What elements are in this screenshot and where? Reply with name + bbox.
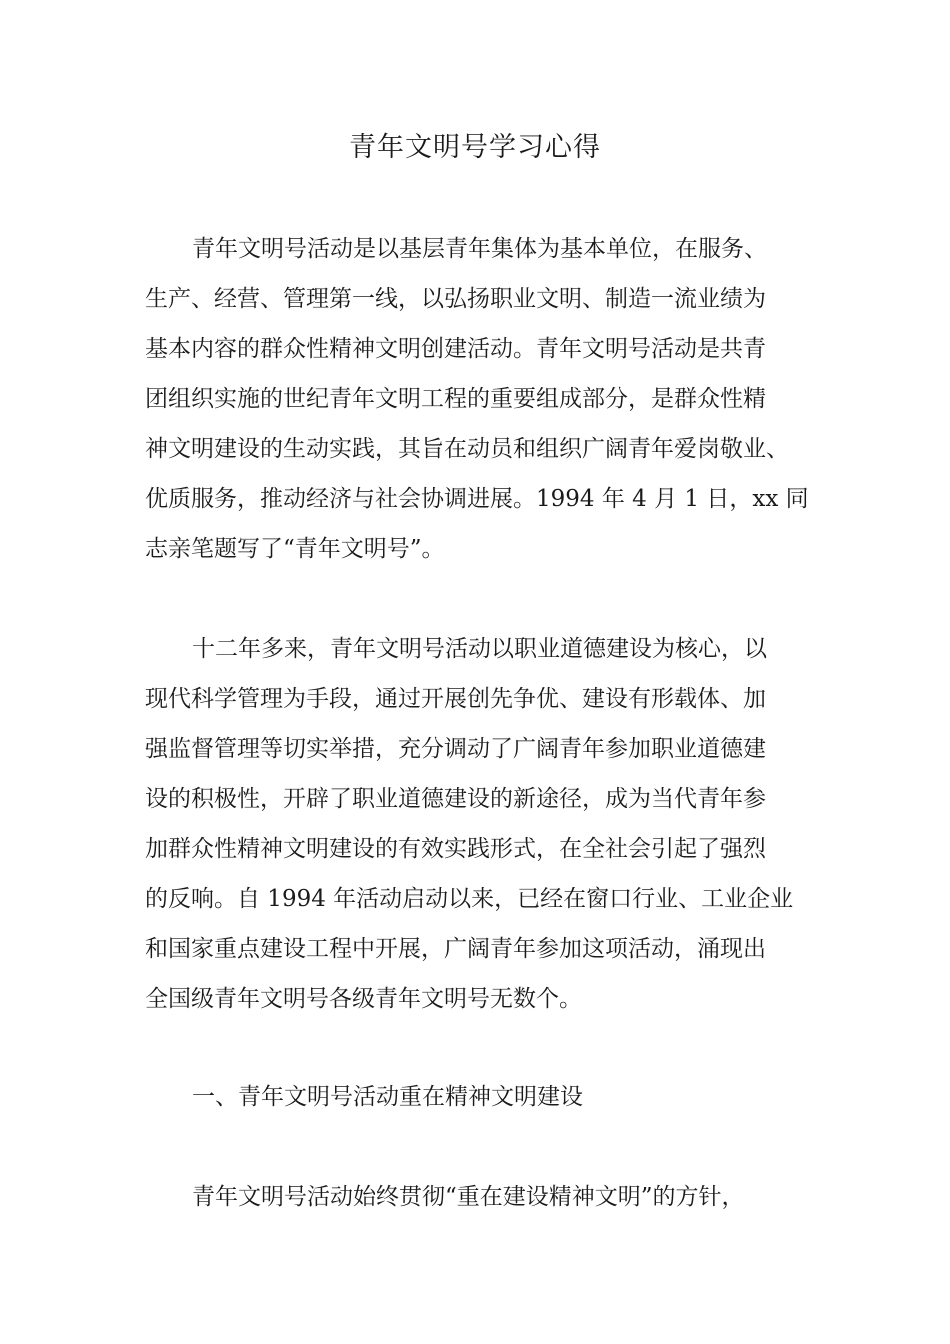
paragraph-2-line-6: 的反响。自 1994 年活动启动以来，已经在窗口行业、工业企业 bbox=[145, 886, 794, 912]
paragraph-1-line-3: 基本内容的群众性精神文明创建活动。青年文明号活动是共青 bbox=[145, 336, 766, 362]
paragraph-1-line-6: 优质服务，推动经济与社会协调进展。1994 年 4 月 1 日，xx 同 bbox=[145, 486, 809, 512]
paragraph-1-line-2: 生产、经营、管理第一线，以弘扬职业文明、制造一流业绩为 bbox=[145, 286, 766, 312]
paragraph-2-line-3: 强监督管理等切实举措，充分调动了广阔青年参加职业道德建 bbox=[145, 736, 766, 762]
paragraph-2-line-4: 设的积极性，开辟了职业道德建设的新途径，成为当代青年参 bbox=[145, 786, 766, 812]
paragraph-2-line-5: 加群众性精神文明建设的有效实践形式，在全社会引起了强烈 bbox=[145, 836, 766, 862]
paragraph-3-line-1: 青年文明号活动始终贯彻“重在建设精神文明”的方针， bbox=[192, 1184, 745, 1210]
document-title: 青年文明号学习心得 bbox=[349, 132, 601, 163]
section-1-heading: 一、青年文明号活动重在精神文明建设 bbox=[192, 1084, 583, 1110]
paragraph-1-line-5: 神文明建设的生动实践，其旨在动员和组织广阔青年爱岗敬业、 bbox=[145, 436, 789, 462]
paragraph-2-line-1: 十二年多来，青年文明号活动以职业道德建设为核心，以 bbox=[192, 636, 767, 662]
paragraph-1-line-4: 团组织实施的世纪青年文明工程的重要组成部分，是群众性精 bbox=[145, 386, 766, 412]
paragraph-2-line-2: 现代科学管理为手段，通过开展创先争优、建设有形载体、加 bbox=[145, 686, 766, 712]
paragraph-1-line-1: 青年文明号活动是以基层青年集体为基本单位，在服务、 bbox=[192, 236, 767, 262]
paragraph-1-line-7: 志亲笔题写了“青年文明号”。 bbox=[145, 536, 445, 562]
paragraph-2-line-7: 和国家重点建设工程中开展，广阔青年参加这项活动，涌现出 bbox=[145, 936, 766, 962]
paragraph-2-line-8: 全国级青年文明号各级青年文明号无数个。 bbox=[145, 986, 582, 1012]
